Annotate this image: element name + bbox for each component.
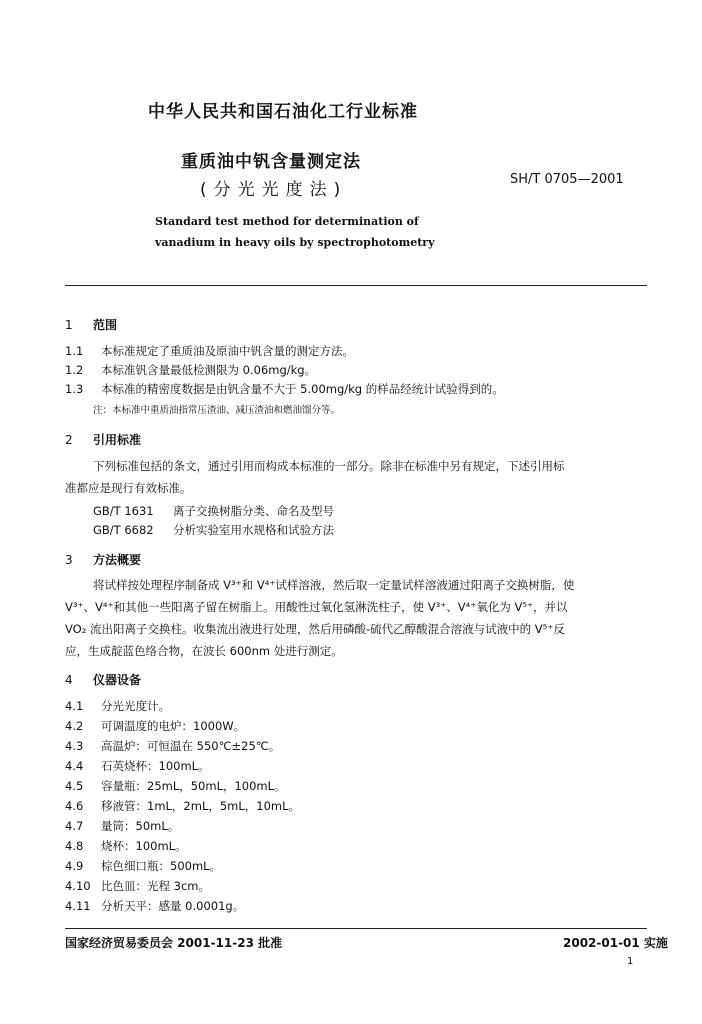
- page-number: 1: [627, 956, 634, 967]
- item-number: 4.2: [65, 719, 84, 733]
- section-title: 方法概要: [93, 553, 142, 567]
- item-number: 4.4: [65, 759, 84, 773]
- paragraph-line: 下列标准包括的条文，通过引用而构成本标准的一部分。除非在标准中另有规定，下述引用标: [93, 459, 565, 473]
- item-number: 4.8: [65, 839, 84, 853]
- list-item: [65, 858, 221, 874]
- item-text: 量筒：50mL。: [101, 819, 180, 833]
- list-item: [65, 362, 316, 378]
- list-item: [65, 381, 504, 397]
- section-title: 范围: [93, 318, 118, 332]
- standard-body-heading: 中华人民共和国石油化工行业标准: [148, 102, 418, 122]
- section-heading-apparatus: [65, 671, 141, 688]
- paragraph-line: 准都应是现行有效标准。: [65, 481, 192, 495]
- section-heading-method-summary: [65, 551, 141, 568]
- item-number: 4.10: [65, 879, 91, 893]
- item-number: 1.2: [65, 363, 84, 377]
- approval-line: 国家经济贸易委员会 2001-11-23 批准: [65, 936, 283, 950]
- reference-title: 离子交换树脂分类、命名及型号: [173, 504, 334, 518]
- standard-code: SH/T 0705—2001: [510, 172, 624, 187]
- item-number: 1.3: [65, 382, 84, 396]
- section-heading-normative-references: [65, 431, 141, 448]
- item-number: 4.11: [65, 899, 91, 913]
- item-text: 分析天平：感量 0.0001g。: [101, 899, 245, 913]
- list-item: [65, 838, 187, 854]
- english-title-line-2: vanadium in heavy oils by spectrophotometry: [155, 236, 435, 249]
- item-number: 1.1: [65, 344, 84, 358]
- top-divider: [65, 285, 647, 286]
- item-text: 可调温度的电炉：1000W。: [101, 719, 246, 733]
- section-number: 3: [65, 553, 73, 567]
- item-text: 移液管：1mL，2mL，5mL，10mL。: [101, 799, 301, 813]
- bottom-divider: [65, 928, 647, 929]
- reference-item: [93, 522, 334, 538]
- section-title: 引用标准: [93, 433, 142, 447]
- reference-item: [93, 503, 334, 519]
- item-number: 4.3: [65, 739, 84, 753]
- reference-title: 分析实验室用水规格和试验方法: [173, 523, 334, 537]
- list-item: [65, 778, 286, 794]
- list-item: [65, 698, 170, 714]
- item-number: 4.5: [65, 779, 84, 793]
- list-item: [65, 798, 300, 814]
- section-heading-scope: [65, 316, 117, 333]
- scope-note: 注：本标准中重质油指常压渣油、减压渣油和燃油馏分等。: [93, 405, 341, 416]
- paragraph-line: 将试样按处理程序制备成 V³⁺和 V⁴⁺试样溶液，然后取一定量试样溶液通过阳离子交换树脂，使: [93, 578, 575, 592]
- item-number: 4.7: [65, 819, 84, 833]
- paragraph-line: 应，生成靛蓝色络合物，在波长 600nm 处进行测定。: [65, 644, 343, 658]
- item-text: 分光光度计。: [101, 699, 170, 713]
- item-number: 4.9: [65, 859, 84, 873]
- item-text: 石英烧杯：100mL。: [101, 759, 210, 773]
- list-item: [65, 898, 244, 914]
- implementation-date: 2002-01-01 实施: [563, 936, 668, 950]
- item-text: 比色皿：光程 3cm。: [101, 879, 210, 893]
- section-number: 4: [65, 673, 73, 687]
- list-item: [65, 738, 280, 754]
- section-number: 2: [65, 433, 73, 447]
- list-item: [65, 878, 210, 894]
- document-title: 重质油中钒含量测定法: [181, 152, 361, 172]
- item-text: 本标准的精密度数据是由钒含量不大于 5.00mg/kg 的样品经统计试验得到的。: [101, 382, 504, 396]
- list-item: [65, 818, 179, 834]
- item-text: 容量瓶：25mL，50mL，100mL。: [101, 779, 286, 793]
- list-item: [65, 343, 354, 359]
- list-item: [65, 758, 210, 774]
- english-title-line-1: Standard test method for determination of: [155, 215, 419, 228]
- list-item: [65, 718, 245, 734]
- item-text: 本标准规定了重质油及原油中钒含量的测定方法。: [101, 344, 354, 358]
- paragraph-line: V³⁺、V⁴⁺和其他一些阳离子留在树脂上。用酸性过氧化氢淋洗柱子，使 V³⁺、V⁴⁺氧化为 V⁵⁺，并以: [65, 600, 568, 614]
- item-text: 高温炉：可恒温在 550℃±25℃。: [101, 739, 281, 753]
- reference-code: GB/T 1631: [93, 504, 154, 518]
- section-title: 仪器设备: [93, 673, 142, 687]
- item-text: 烧杯：100mL。: [101, 839, 187, 853]
- item-text: 本标准钒含量最低检测限为 0.06mg/kg。: [101, 363, 317, 377]
- document-subtitle: (分光光度法): [200, 180, 348, 200]
- paragraph-line: VO₂ 流出阳离子交换柱。收集流出液进行处理，然后用磷酸-硫代乙醇酸混合溶液与试液中的 V⁵⁺反: [65, 622, 565, 636]
- reference-code: GB/T 6682: [93, 523, 154, 537]
- item-text: 棕色细口瓶：500mL。: [101, 859, 222, 873]
- item-number: 4.1: [65, 699, 84, 713]
- section-number: 1: [65, 318, 73, 332]
- item-number: 4.6: [65, 799, 84, 813]
